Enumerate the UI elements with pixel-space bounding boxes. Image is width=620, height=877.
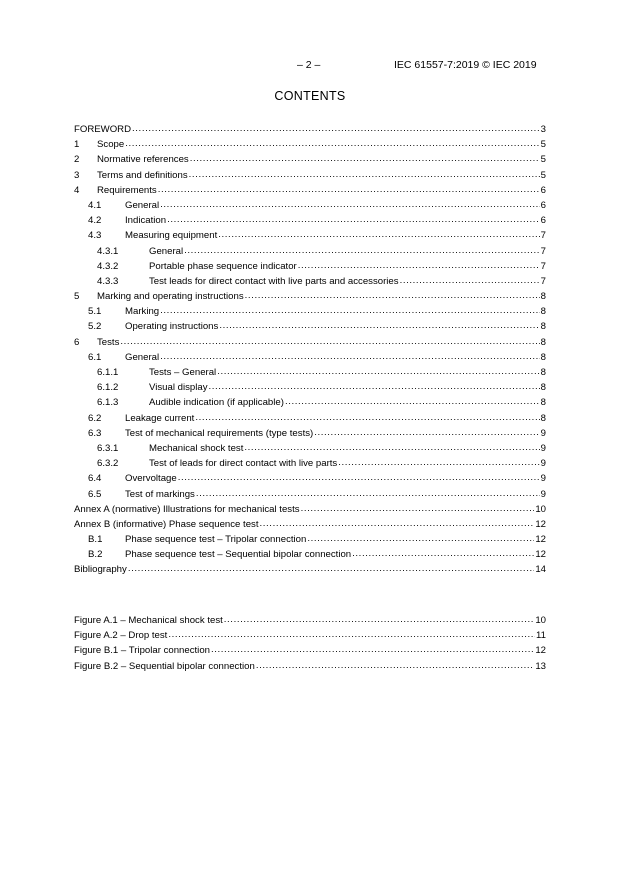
toc-entry[interactable] xyxy=(74,367,546,382)
toc-entry-number: 1 xyxy=(74,139,80,151)
toc-entry-number: 6.1.1 xyxy=(97,367,119,378)
toc-entry[interactable] xyxy=(74,170,546,185)
toc-entry-title: General xyxy=(125,351,160,363)
toc-entry-number: 4.3.3 xyxy=(97,275,119,287)
toc-entry-title: FOREWORD xyxy=(74,124,132,135)
toc-entry-page: 9 xyxy=(540,473,546,485)
toc-entry-title: Leakage current xyxy=(125,412,195,424)
toc-entry-page: 5 xyxy=(540,169,546,181)
toc-entry[interactable] xyxy=(74,139,546,154)
toc-entry-page: 8 xyxy=(540,306,546,318)
dot-leader xyxy=(338,457,539,468)
toc-entry-number: 6.2 xyxy=(88,412,102,424)
toc-entry-number: 6.1.2 xyxy=(97,382,119,394)
toc-entry-title: Bibliography xyxy=(74,564,127,576)
toc-entry[interactable] xyxy=(74,321,546,336)
toc-entry-number: 4.2 xyxy=(88,215,102,227)
page-header xyxy=(0,59,620,75)
toc-entry-number: 4.3.2 xyxy=(97,260,119,272)
dot-leader xyxy=(256,660,535,671)
toc-entry-title: Marking and operating instructions xyxy=(97,291,244,303)
dot-leader xyxy=(195,412,539,423)
toc-entry[interactable] xyxy=(74,215,546,230)
toc-entry-page: 7 xyxy=(540,260,546,272)
dot-leader xyxy=(307,533,534,544)
toc-entry[interactable] xyxy=(74,276,546,291)
toc-entry-page: 12 xyxy=(535,518,546,530)
toc-entry-page: 7 xyxy=(540,245,546,257)
dot-leader xyxy=(160,199,540,210)
figure-entry-title: Figure B.1 – Tripolar connection xyxy=(74,645,210,657)
toc-entry[interactable] xyxy=(74,261,546,276)
toc-entry[interactable] xyxy=(74,458,546,473)
toc-entry-number: 5.2 xyxy=(88,321,102,333)
toc-entry-number: 6.5 xyxy=(88,488,102,500)
toc-entry-page: 5 xyxy=(540,139,546,151)
toc-entry-page: 8 xyxy=(540,397,546,409)
toc-entry-page: 9 xyxy=(540,442,546,454)
toc-entry-page: 5 xyxy=(540,154,546,166)
dot-leader xyxy=(160,305,540,316)
toc-entry[interactable] xyxy=(74,564,546,579)
figure-entry-page: 12 xyxy=(535,645,546,657)
figure-entry-title: Figure A.2 – Drop test xyxy=(74,630,168,642)
toc-entry-page: 8 xyxy=(540,351,546,363)
dot-leader xyxy=(314,427,539,438)
dot-leader xyxy=(125,138,539,149)
toc-entry[interactable] xyxy=(74,549,546,564)
table-of-contents xyxy=(74,124,546,580)
toc-entry-page: 6 xyxy=(540,215,546,227)
toc-entry-page: 14 xyxy=(535,564,546,576)
toc-entry[interactable] xyxy=(74,428,546,443)
toc-entry-page: 7 xyxy=(540,275,546,287)
dot-leader xyxy=(244,442,539,453)
toc-entry-title: Tests – General xyxy=(149,367,217,378)
toc-entry[interactable] xyxy=(74,124,546,139)
dot-leader xyxy=(128,563,535,574)
toc-entry[interactable] xyxy=(74,534,546,549)
dot-leader xyxy=(218,229,539,240)
toc-entry-page: 12 xyxy=(535,549,546,561)
figure-entry-title: Figure B.2 – Sequential bipolar connection xyxy=(74,660,255,672)
dot-leader xyxy=(219,320,539,331)
dot-leader xyxy=(211,644,534,655)
toc-entry-number: 6.1 xyxy=(88,351,102,363)
toc-entry-number: 4.3.1 xyxy=(97,245,119,257)
figure-entry[interactable] xyxy=(74,630,546,645)
toc-entry-number: 4.3 xyxy=(88,230,102,242)
toc-entry-title: Annex B (informative) Phase sequence test xyxy=(74,518,259,530)
toc-entry-number: 6.3.1 xyxy=(97,442,119,454)
toc-entry-page: 7 xyxy=(540,230,546,242)
toc-entry-number: B.2 xyxy=(88,549,103,561)
toc-entry[interactable] xyxy=(74,504,546,519)
list-of-figures xyxy=(74,615,546,676)
toc-entry[interactable] xyxy=(74,185,546,200)
page-title: CONTENTS xyxy=(274,89,346,103)
figure-entry-page: 13 xyxy=(535,660,546,672)
toc-entry-title: Phase sequence test – Tripolar connection xyxy=(125,534,307,546)
dot-leader xyxy=(298,260,540,271)
toc-entry-title: Requirements xyxy=(97,184,157,196)
dot-leader xyxy=(178,472,540,483)
dot-leader xyxy=(132,123,540,134)
toc-entry-number: 2 xyxy=(74,154,80,166)
dot-leader xyxy=(189,169,540,180)
figure-entry-title: Figure A.1 – Mechanical shock test xyxy=(74,615,223,626)
dot-leader xyxy=(260,518,535,529)
toc-entry[interactable] xyxy=(74,413,546,428)
toc-entry-page: 9 xyxy=(540,458,546,470)
toc-entry-page: 6 xyxy=(540,184,546,196)
toc-entry-title: Audible indication (if applicable) xyxy=(149,397,284,409)
dot-leader xyxy=(120,336,539,347)
toc-entry-title: Terms and definitions xyxy=(97,169,188,181)
figure-entry-page: 10 xyxy=(535,615,546,626)
toc-entry-title: Overvoltage xyxy=(125,473,177,485)
toc-entry[interactable] xyxy=(74,352,546,367)
dot-leader xyxy=(184,245,540,256)
toc-entry-page: 8 xyxy=(540,367,546,378)
toc-entry[interactable] xyxy=(74,230,546,245)
toc-entry[interactable] xyxy=(74,306,546,321)
toc-entry-title: General xyxy=(149,245,184,257)
figure-entry[interactable] xyxy=(74,645,546,660)
toc-entry-page: 8 xyxy=(540,382,546,394)
toc-entry-title: Normative references xyxy=(97,154,189,166)
toc-entry-title: Marking xyxy=(125,306,160,318)
toc-entry-number: 6.3.2 xyxy=(97,458,119,470)
toc-entry[interactable] xyxy=(74,397,546,412)
toc-entry-title: Tests xyxy=(97,336,120,348)
toc-entry-title: Visual display xyxy=(149,382,208,394)
toc-entry[interactable] xyxy=(74,489,546,504)
toc-entry-number: 4 xyxy=(74,184,80,196)
dot-leader xyxy=(196,488,540,499)
figure-entry[interactable] xyxy=(74,661,546,676)
toc-entry-number: 6.4 xyxy=(88,473,102,485)
toc-entry-number: 6.1.3 xyxy=(97,397,119,409)
dot-leader xyxy=(285,396,540,407)
toc-entry[interactable] xyxy=(74,246,546,261)
dot-leader xyxy=(352,548,534,559)
toc-entry-title: Mechanical shock test xyxy=(149,442,244,454)
dot-leader xyxy=(224,614,535,625)
toc-entry-number: 3 xyxy=(74,169,80,181)
toc-entry[interactable] xyxy=(74,291,546,306)
toc-entry-title: Test of mechanical requirements (type tests) xyxy=(125,427,314,439)
dot-leader xyxy=(217,366,539,377)
toc-entry-page: 3 xyxy=(540,124,546,135)
toc-entry-page: 12 xyxy=(535,534,546,546)
dot-leader xyxy=(158,184,540,195)
toc-entry-page: 9 xyxy=(540,488,546,500)
toc-entry-title: Operating instructions xyxy=(125,321,219,333)
toc-entry-number: 6 xyxy=(74,336,80,348)
toc-entry-number: 5 xyxy=(74,291,80,303)
toc-entry[interactable] xyxy=(74,337,546,352)
toc-entry-title: Test of leads for direct contact with live parts xyxy=(149,458,338,470)
toc-entry-title: Phase sequence test – Sequential bipolar connection xyxy=(125,549,352,561)
toc-entry-page: 9 xyxy=(540,427,546,439)
toc-entry-title: Indication xyxy=(125,215,167,227)
toc-entry-page: 10 xyxy=(535,503,546,515)
dot-leader xyxy=(168,629,535,640)
toc-entry-title: Scope xyxy=(97,139,125,151)
figure-entry-page: 11 xyxy=(536,630,546,642)
toc-entry-number: 6.3 xyxy=(88,427,102,439)
dot-leader xyxy=(167,214,540,225)
toc-entry-page: 8 xyxy=(540,321,546,333)
toc-entry[interactable] xyxy=(74,382,546,397)
toc-entry-title: Test of markings xyxy=(125,488,195,500)
toc-entry[interactable] xyxy=(74,443,546,458)
toc-entry[interactable] xyxy=(74,154,546,169)
toc-entry[interactable] xyxy=(74,200,546,215)
toc-entry-title: Test leads for direct contact with live parts and accessories xyxy=(149,275,399,287)
figure-entry[interactable] xyxy=(74,615,546,630)
toc-entry-title: General xyxy=(125,199,160,211)
toc-entry-page: 8 xyxy=(540,412,546,424)
toc-entry-page: 8 xyxy=(540,336,546,348)
dot-leader xyxy=(245,290,540,301)
toc-entry-title: Measuring equipment xyxy=(125,230,218,242)
document-reference: IEC 61557-7:2019 © IEC 2019 xyxy=(394,59,537,71)
dot-leader xyxy=(190,153,540,164)
dot-leader xyxy=(400,275,540,286)
toc-entry[interactable] xyxy=(74,473,546,488)
toc-entry-number: B.1 xyxy=(88,534,103,546)
dot-leader xyxy=(209,381,540,392)
toc-entry-number: 5.1 xyxy=(88,306,102,318)
page-number: – 2 – xyxy=(297,59,321,71)
toc-entry[interactable] xyxy=(74,519,546,534)
dot-leader xyxy=(301,503,535,514)
toc-entry-page: 8 xyxy=(540,291,546,303)
toc-entry-page: 6 xyxy=(540,199,546,211)
toc-entry-number: 4.1 xyxy=(88,199,102,211)
toc-entry-title: Annex A (normative) Illustrations for mechanical tests xyxy=(74,503,300,515)
dot-leader xyxy=(160,351,540,362)
toc-entry-title: Portable phase sequence indicator xyxy=(149,260,297,272)
